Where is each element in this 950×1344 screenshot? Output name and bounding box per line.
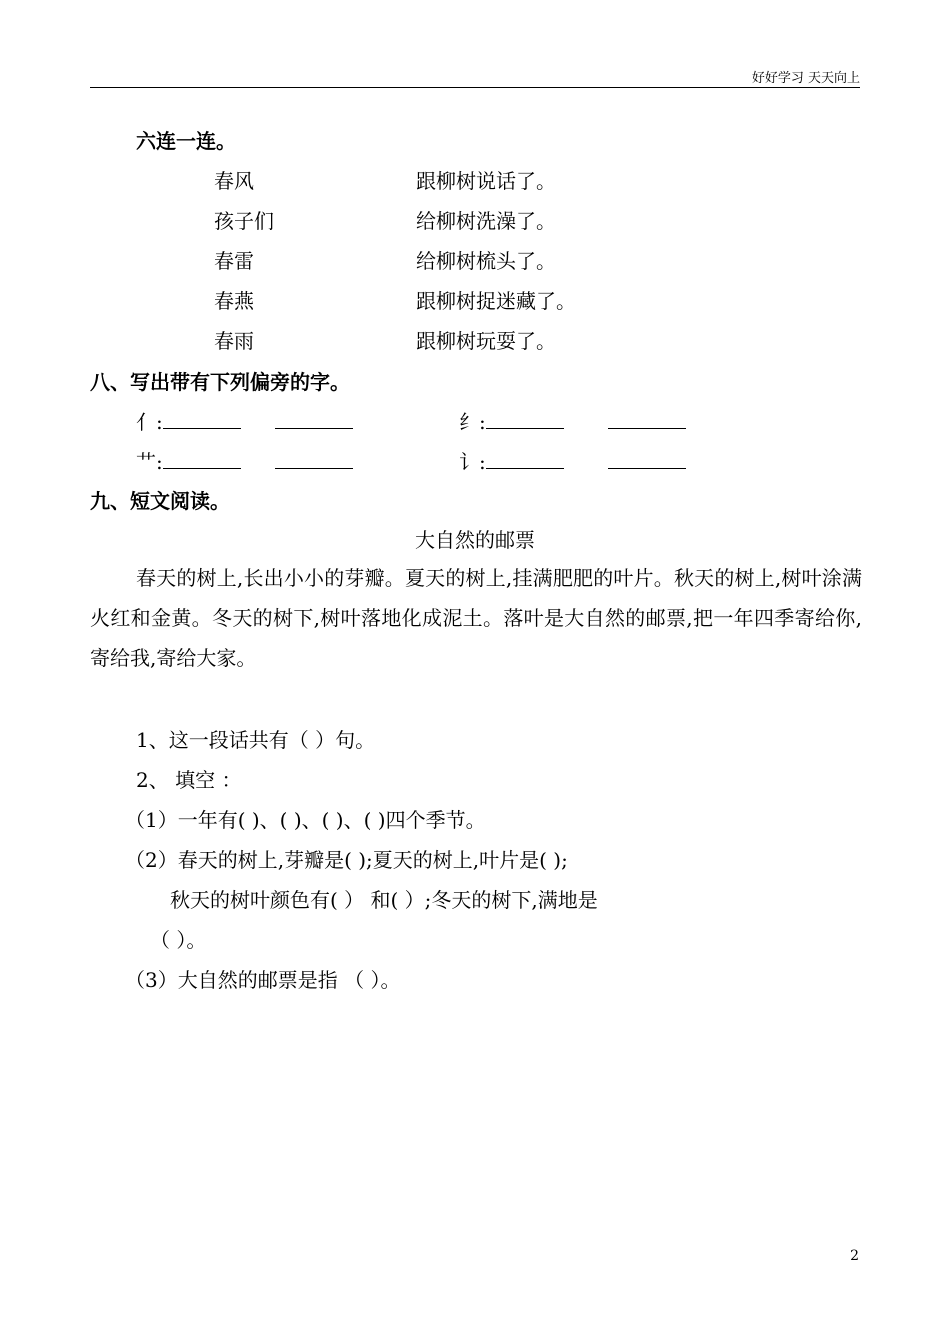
match-left-item: 春雨	[214, 329, 254, 353]
radical-label: 艹:	[136, 450, 163, 474]
question-line: 1、这一段话共有（ ）句。	[136, 728, 376, 752]
match-left-item: 春燕	[214, 289, 254, 313]
match-right-item: 跟柳树玩耍了。	[416, 329, 556, 353]
question-line: （2）春天的树上,芽瓣是( );夏天的树上,叶片是( );	[125, 848, 568, 872]
answer-blank	[486, 467, 564, 469]
section6-title: 六连一连。	[136, 129, 236, 153]
page-header: 好好学习 天天向上	[751, 71, 860, 86]
header-rule	[90, 87, 860, 88]
page-number: 2	[850, 1248, 859, 1264]
section9-title: 九、短文阅读。	[90, 489, 230, 513]
answer-blank	[163, 427, 241, 429]
question-line: （ ）。	[150, 928, 207, 952]
answer-blank	[486, 427, 564, 429]
passage-text: 春天的树上,长出小小的芽瓣。夏天的树上,挂满肥肥的叶片。秋天的树上,树叶涂满火红和金黄。冬天的树下,树叶落地化成泥土。落叶是大自然的邮票,把一年四季寄给你,寄给我,寄给大家。	[90, 566, 862, 670]
radical-row	[136, 446, 353, 475]
answer-blank	[163, 467, 241, 469]
answer-blank	[608, 427, 686, 429]
question-line: （3）大自然的邮票是指 （ ）。	[125, 968, 401, 992]
question-line: （1）一年有( )、( )、( )、( )四个季节。	[125, 808, 486, 832]
passage-title: 大自然的邮票	[415, 528, 535, 552]
radical-row	[459, 446, 686, 475]
match-right-item: 给柳树洗澡了。	[416, 209, 556, 233]
match-left-item: 春风	[214, 169, 254, 193]
radical-label: 亻:	[136, 410, 163, 434]
answer-blank	[275, 467, 353, 469]
match-right-item: 跟柳树说话了。	[416, 169, 556, 193]
radical-label: 讠:	[459, 450, 486, 474]
match-right-item: 给柳树梳头了。	[416, 249, 556, 273]
answer-blank	[275, 427, 353, 429]
radical-row	[459, 406, 686, 435]
match-left-item: 孩子们	[214, 209, 274, 233]
section8-title: 八、写出带有下列偏旁的字。	[90, 370, 350, 394]
match-left-item: 春雷	[214, 249, 254, 273]
radical-row	[136, 406, 353, 435]
radical-label: 纟:	[459, 410, 486, 434]
match-right-item: 跟柳树捉迷藏了。	[416, 289, 576, 313]
question-line: 2、 填空 ：	[136, 768, 242, 792]
answer-blank	[608, 467, 686, 469]
question-line: 秋天的树叶颜色有( ） 和( ）;冬天的树下,满地是	[170, 888, 598, 912]
